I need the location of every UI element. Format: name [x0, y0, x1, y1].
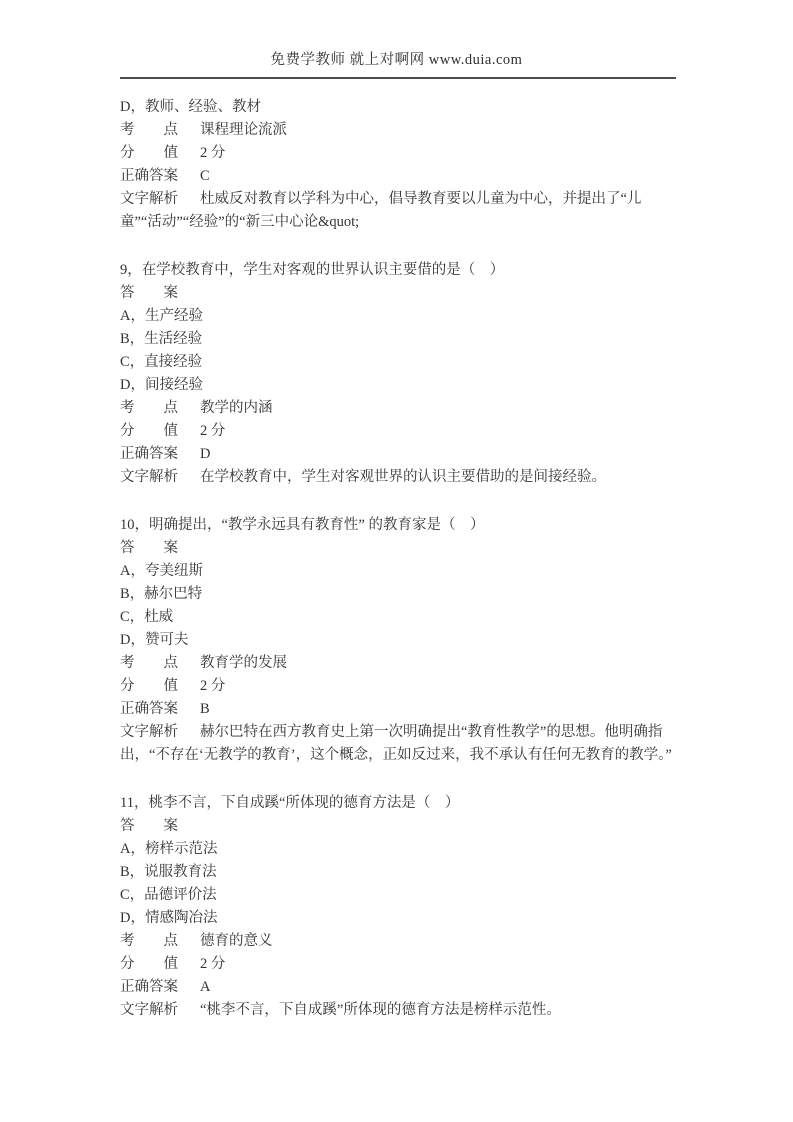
- question-10-option-d: D，赞可夫: [120, 632, 189, 648]
- score-row: [120, 142, 680, 165]
- exam-point-row: [120, 397, 680, 420]
- question-11-option-d: D，情感陶冶法: [120, 910, 218, 926]
- score-value: 2 分: [200, 145, 226, 161]
- question-9-option-b: B，生活经验: [120, 331, 203, 347]
- correct-answer-row: [120, 443, 680, 466]
- correct-answer-row: [120, 165, 680, 188]
- score-label: 分 值: [120, 956, 178, 972]
- score-value: 2 分: [200, 956, 226, 972]
- answer-row: [120, 282, 680, 305]
- question-9-option-c: C，直接经验: [120, 354, 203, 370]
- analysis-label: 文字解析: [120, 191, 178, 207]
- document-body: [120, 96, 680, 1022]
- correct-answer-value: D: [200, 446, 211, 462]
- score-row: [120, 953, 680, 976]
- analysis-row: [120, 188, 680, 234]
- question-11-option-c: C，品德评价法: [120, 887, 217, 903]
- answer-label: 答 案: [120, 540, 178, 556]
- correct-answer-label: 正确答案: [120, 701, 178, 717]
- answer-label: 答 案: [120, 818, 178, 834]
- question-8-option-d: D，教师、经验、教材: [120, 99, 261, 115]
- answer-label: 答 案: [120, 285, 178, 301]
- analysis-text: 赫尔巴特在西方教育史上第一次明确提出“教育性教学”的思想。他明确指出，“不存在‘无教学的教育’，这个概念，正如反过来，我不承认有任何无教育的教学。”: [120, 724, 672, 763]
- analysis-text: 杜威反对教育以学科为中心，倡导教育要以儿童为中心，并提出了“儿童”“活动”“经验”的“新三中心论&quot;: [120, 191, 642, 230]
- score-row: [120, 675, 680, 698]
- question-11-option-b: B，说服教育法: [120, 864, 217, 880]
- question-11-title: 11，桃李不言，下自成蹊“所体现的德育方法是（ ）: [120, 795, 460, 811]
- question-block-11: [120, 792, 680, 1022]
- correct-answer-value: A: [200, 979, 211, 995]
- page-header: [0, 0, 793, 79]
- score-value: 2 分: [200, 678, 226, 694]
- exam-point-value: 课程理论流派: [200, 122, 287, 138]
- correct-answer-value: B: [200, 701, 210, 717]
- analysis-label: 文字解析: [120, 724, 178, 740]
- header-rule: [120, 77, 676, 79]
- analysis-row: [120, 999, 680, 1022]
- question-block-9: [120, 259, 680, 489]
- score-row: [120, 420, 680, 443]
- correct-answer-label: 正确答案: [120, 168, 178, 184]
- exam-point-label: 考 点: [120, 122, 178, 138]
- correct-answer-row: [120, 976, 680, 999]
- analysis-text: “桃李不言，下自成蹊”所体现的德育方法是榜样示范性。: [200, 1002, 561, 1018]
- question-9-option-a: A，生产经验: [120, 308, 203, 324]
- exam-point-value: 德育的意义: [200, 933, 273, 949]
- exam-point-label: 考 点: [120, 933, 178, 949]
- question-9-option-d: D，间接经验: [120, 377, 203, 393]
- question-10-title: 10，明确提出，“教学永远具有教育性” 的教育家是（ ）: [120, 517, 485, 533]
- question-10-option-a: A，夸美纽斯: [120, 563, 203, 579]
- correct-answer-value: C: [200, 168, 210, 184]
- correct-answer-label: 正确答案: [120, 979, 178, 995]
- analysis-label: 文字解析: [120, 1002, 178, 1018]
- correct-answer-label: 正确答案: [120, 446, 178, 462]
- score-value: 2 分: [200, 423, 226, 439]
- answer-row: [120, 537, 680, 560]
- analysis-label: 文字解析: [120, 469, 178, 485]
- score-label: 分 值: [120, 145, 178, 161]
- correct-answer-row: [120, 698, 680, 721]
- exam-point-value: 教学的内涵: [200, 400, 273, 416]
- analysis-text: 在学校教育中，学生对客观世界的认识主要借助的是间接经验。: [200, 469, 606, 485]
- analysis-row: [120, 721, 680, 767]
- site-tagline: 免费学教师 就上对啊网 www.duia.com: [270, 52, 523, 68]
- question-block-10: [120, 514, 680, 767]
- question-10-option-c: C，杜威: [120, 609, 174, 625]
- exam-point-label: 考 点: [120, 400, 178, 416]
- question-11-option-a: A，榜样示范法: [120, 841, 218, 857]
- score-label: 分 值: [120, 423, 178, 439]
- exam-point-row: [120, 652, 680, 675]
- exam-point-row: [120, 930, 680, 953]
- question-block-8-partial: [120, 96, 680, 234]
- exam-point-label: 考 点: [120, 655, 178, 671]
- exam-point-row: [120, 119, 680, 142]
- exam-point-value: 教育学的发展: [200, 655, 287, 671]
- score-label: 分 值: [120, 678, 178, 694]
- analysis-row: [120, 466, 680, 489]
- answer-row: [120, 815, 680, 838]
- question-9-title: 9，在学校教育中，学生对客观的世界认识主要借的是（ ）: [120, 262, 505, 278]
- question-10-option-b: B，赫尔巴特: [120, 586, 203, 602]
